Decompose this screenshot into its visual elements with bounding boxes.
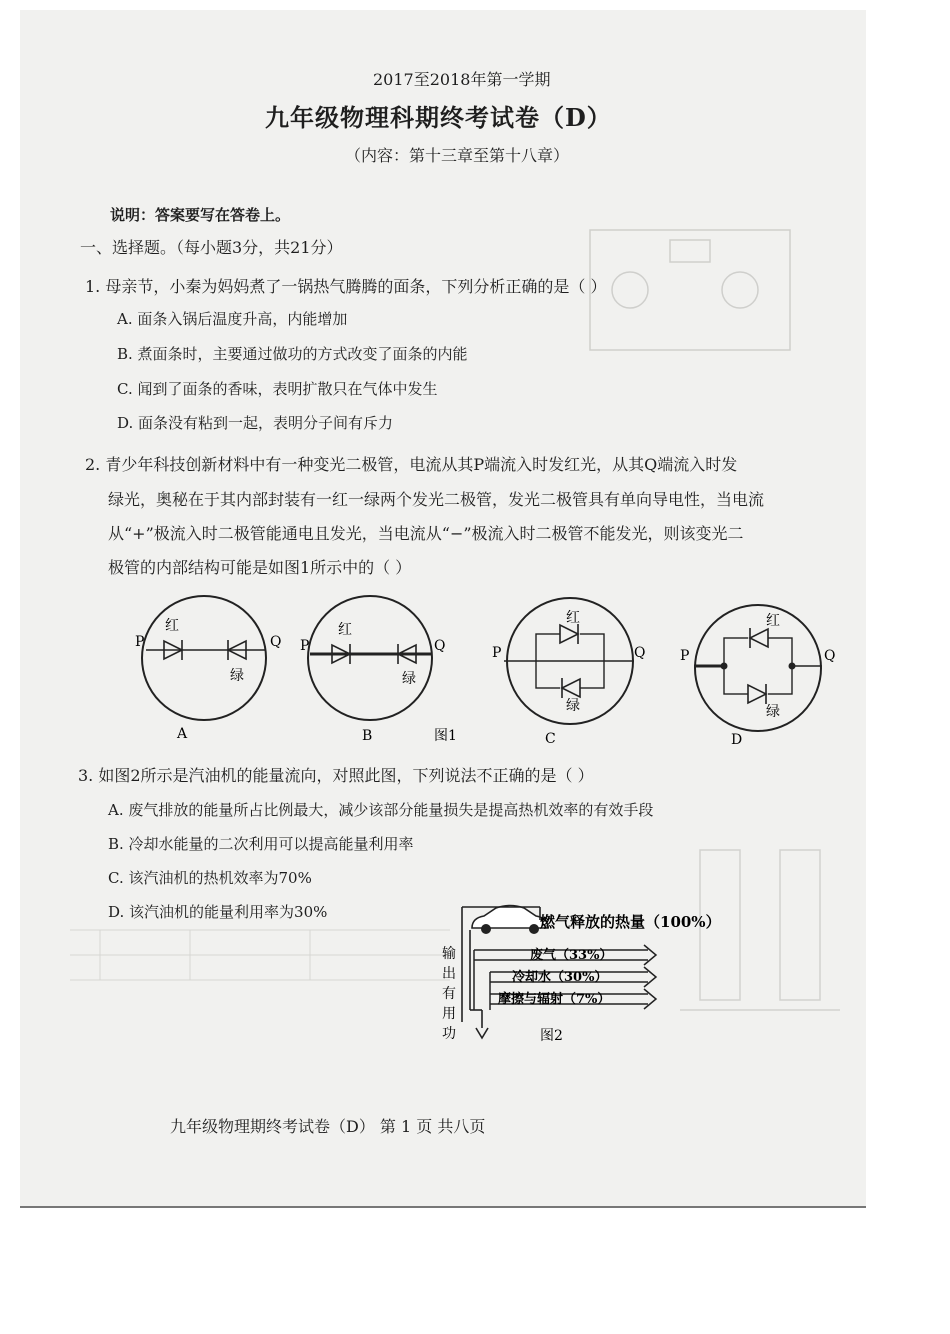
question-3-option-c: C. 该汽油机的热机效率为70%	[108, 869, 312, 887]
useful-work-char-2: 出	[442, 966, 456, 982]
diagram-label-b: B	[362, 728, 373, 744]
question-1-option-a: A. 面条入锅后温度升高，内能增加	[117, 310, 348, 328]
figure-2-energy-flow	[20, 10, 866, 1070]
diagram-c-green: 绿	[566, 698, 580, 714]
diagram-label-d: D	[731, 732, 743, 748]
friction-radiation-label: 摩擦与辐射（7%）	[498, 992, 611, 1007]
figure-2-caption: 图2	[540, 1028, 563, 1044]
useful-work-char-1: 输	[442, 946, 456, 962]
instruction: 说明：答案要写在答卷上。	[110, 206, 291, 224]
question-2-line-4: 极管的内部结构可能是如图1所示中的（ ）	[108, 558, 412, 577]
question-3-option-a: A. 废气排放的能量所占比例最大，减少该部分能量损失是提高热机效率的有效手段	[108, 801, 654, 819]
diagram-label-a: A	[177, 726, 188, 742]
question-1-option-d: D. 面条没有粘到一起，表明分子间有斥力	[117, 414, 394, 432]
question-3-option-b: B. 冷却水能量的二次利用可以提高能量利用率	[108, 835, 414, 853]
useful-work-char-5: 功	[442, 1026, 456, 1042]
useful-work-char-3: 有	[442, 986, 456, 1002]
diagram-b-green: 绿	[402, 671, 416, 687]
diagram-d-q: Q	[824, 648, 836, 664]
exam-title: 九年级物理科期终考试卷（D）	[265, 103, 612, 132]
useful-work-char-4: 用	[442, 1006, 456, 1022]
diagram-d-green: 绿	[766, 704, 780, 720]
exam-page	[20, 10, 866, 1208]
diagram-d-red: 红	[766, 613, 780, 629]
diagram-d-p: P	[680, 648, 690, 664]
page-footer: 九年级物理期终考试卷（D） 第 1 页 共八页	[170, 1117, 486, 1136]
exam-term: 2017至2018年第一学期	[373, 70, 551, 89]
exhaust-label: 废气（33%）	[530, 948, 613, 963]
diagram-b-p: P	[300, 638, 310, 654]
question-1-option-b: B. 煮面条时，主要通过做功的方式改变了面条的内能	[117, 345, 468, 363]
question-1-stem: 1. 母亲节，小秦为妈妈煮了一锅热气腾腾的面条，下列分析正确的是（ ）	[85, 277, 607, 296]
question-1-option-c: C. 闻到了面条的香味，表明扩散只在气体中发生	[117, 380, 438, 398]
diagram-c-p: P	[492, 645, 502, 661]
question-3-option-d: D. 该汽油机的能量利用率为30%	[108, 903, 328, 921]
diagram-label-c: C	[545, 731, 556, 747]
question-3-stem: 3. 如图2所示是汽油机的能量流向，对照此图，下列说法不正确的是（ ）	[78, 766, 594, 785]
figure-1-caption: 图1	[434, 728, 457, 744]
diagram-b-q: Q	[434, 638, 446, 654]
diagram-a-red: 红	[165, 618, 179, 634]
section-heading: 一、选择题。（每小题3分，共21分）	[80, 238, 343, 257]
diagram-a-p: P	[135, 634, 145, 650]
question-2-line-2: 绿光，奥秘在于其内部封装有一红一绿两个发光二极管，发光二极管具有单向导电性，当电流	[108, 490, 765, 509]
diagram-b-red: 红	[338, 622, 352, 638]
content-range: （内容：第十三章至第十八章）	[345, 146, 570, 165]
fuel-heat-label: 燃气释放的热量（100%）	[540, 913, 721, 931]
cooling-water-label: 冷却水（30%）	[512, 970, 608, 985]
diagram-c-red: 红	[566, 610, 580, 626]
question-2-line-3: 从“+”极流入时二极管能通电且发光，当电流从“−”极流入时二极管不能发光，则该变光二	[108, 524, 744, 543]
diagram-a-q: Q	[270, 634, 282, 650]
diagram-a-green: 绿	[230, 668, 244, 684]
car-icon	[472, 906, 548, 935]
question-2-line-1: 2. 青少年科技创新材料中有一种变光二极管，电流从其P端流入时发红光，从其Q端流入时发	[85, 455, 738, 474]
diagram-c-q: Q	[634, 645, 646, 661]
